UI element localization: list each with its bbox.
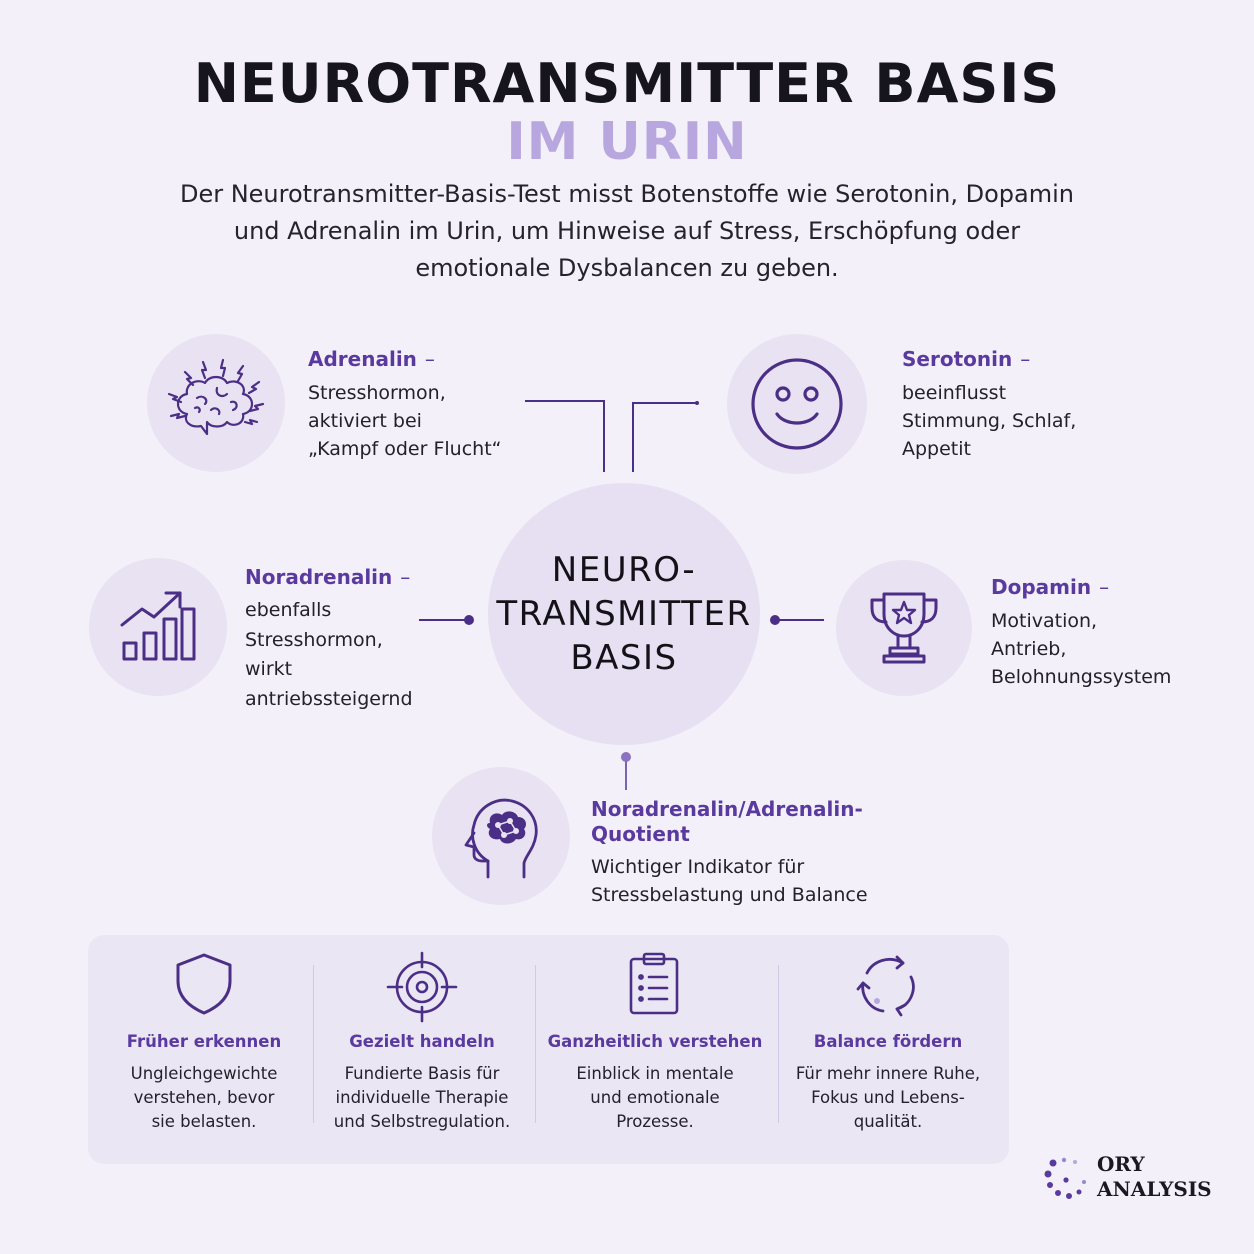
serotonin-icon-circle bbox=[727, 334, 867, 474]
benefit-item bbox=[98, 935, 310, 1164]
benefit-text: Einblick in mentale und emotionale Prozesse. bbox=[576, 1064, 734, 1131]
benefits-divider bbox=[313, 965, 314, 1123]
benefit-text: Fundierte Basis für individuelle Therapie und Selbstregulation. bbox=[333, 1064, 511, 1131]
serotonin-title: Serotonin bbox=[902, 347, 1013, 371]
benefit-item bbox=[783, 935, 993, 1164]
noradrenalin-title: Noradrenalin bbox=[245, 565, 393, 589]
clipboard-icon bbox=[627, 951, 683, 1017]
cycle-arrows-icon bbox=[855, 951, 921, 1017]
adrenalin-icon-circle bbox=[147, 334, 285, 472]
quotient-description: Wichtiger Indikator für Stressbelastung und Balance bbox=[591, 856, 868, 906]
brain-lightning-icon bbox=[151, 348, 281, 458]
center-label: NEURO- TRANSMITTER BASIS bbox=[496, 550, 752, 678]
benefit-title: Gezielt handeln bbox=[349, 1032, 495, 1051]
adrenalin-description: Stresshormon, aktiviert bei „Kampf oder Flucht“ bbox=[308, 382, 502, 460]
noradrenalin-description: ebenfalls Stresshormon, wirkt antriebssteigernd bbox=[245, 599, 413, 710]
benefit-item bbox=[540, 935, 770, 1164]
serotonin-dash: – bbox=[1020, 347, 1031, 371]
noradrenalin-dash: – bbox=[400, 565, 411, 589]
logo-text: ORY ANALYSIS bbox=[1097, 1152, 1212, 1201]
benefits-divider bbox=[535, 965, 536, 1123]
benefit-title: Ganzheitlich verstehen bbox=[547, 1032, 763, 1051]
connector-dot-dopamin bbox=[770, 615, 780, 625]
dopamin-dash: – bbox=[1099, 575, 1110, 599]
benefit-text: Für mehr innere Ruhe, Fokus und Lebens- qualität. bbox=[795, 1064, 981, 1131]
noradrenalin-icon-circle bbox=[89, 558, 227, 696]
center-circle bbox=[488, 483, 760, 745]
shield-icon bbox=[172, 951, 236, 1015]
target-icon bbox=[386, 951, 458, 1023]
benefit-text: Ungleichgewichte verstehen, bevor sie belasten. bbox=[130, 1064, 278, 1131]
adrenalin-heading bbox=[308, 347, 435, 371]
quotient-icon-circle bbox=[432, 767, 570, 905]
connector-dot-noradrenalin bbox=[464, 615, 474, 625]
intro-text: Der Neurotransmitter-Basis-Test misst Botenstoffe wie Serotonin, Dopamin und Adrenalin im Urin, um Hinweise auf Stress, Erschöpfung oder emotionale Dysbalancen zu geben. bbox=[179, 180, 1075, 282]
growth-chart-icon bbox=[118, 587, 198, 667]
dopamin-title: Dopamin bbox=[991, 575, 1092, 599]
adrenalin-title: Adrenalin bbox=[308, 347, 417, 371]
noradrenalin-heading bbox=[245, 565, 410, 589]
connector-serotonin bbox=[633, 403, 697, 472]
page-title: NEUROTRANSMITTER BASIS bbox=[193, 52, 1061, 115]
connector-dot-quotient bbox=[621, 752, 631, 762]
head-brain-icon bbox=[458, 793, 544, 879]
connector-dot-serotonin bbox=[695, 401, 699, 405]
benefits-panel bbox=[88, 935, 1009, 1164]
adrenalin-dash: – bbox=[424, 347, 435, 371]
dopamin-description: Motivation, Antrieb, Belohnungssystem bbox=[991, 610, 1172, 688]
connector-adrenalin bbox=[525, 401, 604, 472]
smiley-icon bbox=[749, 356, 845, 452]
trophy-icon bbox=[864, 588, 944, 668]
quotient-title: Noradrenalin/Adrenalin- Quotient bbox=[591, 797, 863, 846]
serotonin-heading bbox=[902, 347, 1030, 371]
benefits-divider bbox=[778, 965, 779, 1123]
benefit-title: Balance fördern bbox=[813, 1032, 963, 1051]
benefit-title: Früher erkennen bbox=[126, 1032, 282, 1051]
logo-dots-icon bbox=[1042, 1154, 1092, 1202]
benefit-item bbox=[316, 935, 528, 1164]
serotonin-description: beeinflusst Stimmung, Schlaf, Appetit bbox=[902, 382, 1077, 460]
dopamin-icon-circle bbox=[836, 560, 972, 696]
page-subtitle: IM URIN bbox=[506, 112, 748, 172]
dopamin-heading bbox=[991, 575, 1109, 599]
